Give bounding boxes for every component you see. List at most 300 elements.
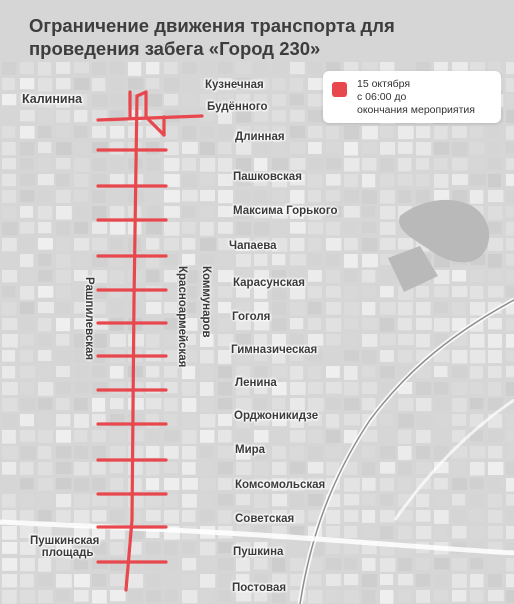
city-block bbox=[434, 366, 448, 377]
city-block bbox=[290, 366, 303, 380]
city-block bbox=[110, 286, 124, 298]
city-block bbox=[380, 190, 395, 203]
city-block bbox=[128, 430, 144, 441]
city-block bbox=[434, 174, 448, 188]
city-block bbox=[56, 126, 69, 137]
city-block bbox=[488, 270, 503, 281]
city-block bbox=[2, 558, 17, 571]
city-block bbox=[20, 110, 35, 121]
city-block bbox=[182, 494, 197, 508]
city-block bbox=[434, 398, 449, 409]
city-block bbox=[506, 62, 514, 74]
city-block bbox=[290, 238, 304, 251]
city-block bbox=[92, 190, 106, 203]
city-block bbox=[470, 286, 483, 299]
city-block bbox=[146, 462, 159, 476]
city-block bbox=[326, 174, 341, 186]
city-block bbox=[470, 142, 484, 154]
city-block bbox=[434, 302, 448, 313]
city-block bbox=[326, 238, 341, 251]
city-block bbox=[416, 462, 432, 474]
city-block bbox=[182, 94, 196, 107]
city-block bbox=[344, 158, 360, 171]
city-block bbox=[92, 462, 106, 475]
city-block bbox=[20, 590, 35, 603]
city-block bbox=[488, 590, 504, 601]
city-block bbox=[290, 158, 305, 170]
city-block bbox=[344, 478, 360, 492]
city-block bbox=[506, 574, 514, 587]
city-block bbox=[236, 142, 251, 155]
city-block bbox=[452, 462, 466, 474]
city-block bbox=[110, 574, 124, 586]
city-block bbox=[2, 478, 18, 490]
city-block bbox=[128, 78, 143, 90]
city-block bbox=[200, 462, 215, 476]
city-block bbox=[470, 590, 484, 602]
city-block bbox=[110, 142, 124, 155]
city-block bbox=[218, 350, 231, 364]
city-block bbox=[452, 510, 466, 524]
city-block bbox=[308, 270, 322, 282]
city-block bbox=[506, 222, 514, 236]
city-block bbox=[20, 126, 35, 139]
city-block bbox=[362, 190, 377, 204]
city-block bbox=[20, 254, 33, 267]
city-block bbox=[326, 558, 342, 570]
city-block bbox=[128, 462, 143, 475]
city-block bbox=[200, 174, 215, 185]
city-block bbox=[380, 510, 395, 522]
city-block bbox=[344, 590, 359, 603]
city-block bbox=[128, 590, 143, 603]
city-block bbox=[2, 222, 18, 235]
city-block bbox=[434, 590, 448, 601]
street-label-kalinina: Калинина bbox=[22, 92, 83, 106]
city-block bbox=[38, 286, 53, 298]
city-block bbox=[506, 174, 514, 186]
city-block bbox=[146, 574, 161, 587]
city-block bbox=[380, 462, 395, 474]
city-block bbox=[164, 94, 178, 106]
city-block bbox=[398, 174, 413, 186]
city-block bbox=[56, 510, 71, 522]
street-label-kuznechnaya: Кузнечная bbox=[205, 79, 264, 91]
city-block bbox=[344, 318, 359, 329]
city-block bbox=[452, 350, 467, 363]
city-block bbox=[488, 366, 502, 378]
city-block bbox=[164, 366, 177, 378]
city-block bbox=[38, 270, 52, 282]
city-block bbox=[398, 190, 411, 203]
city-block bbox=[308, 286, 322, 298]
city-block bbox=[2, 174, 16, 186]
city-block bbox=[506, 350, 514, 361]
map-title bbox=[29, 14, 449, 60]
city-block bbox=[506, 478, 514, 492]
city-block bbox=[110, 590, 126, 601]
city-block bbox=[470, 462, 485, 475]
city-block bbox=[110, 430, 125, 442]
city-block bbox=[182, 382, 196, 396]
city-block bbox=[56, 574, 72, 588]
city-block bbox=[308, 430, 323, 443]
city-block bbox=[488, 190, 503, 202]
city-block bbox=[254, 190, 267, 204]
city-block bbox=[110, 510, 126, 523]
city-block bbox=[398, 318, 412, 330]
city-block bbox=[20, 286, 34, 300]
city-block bbox=[254, 142, 270, 156]
city-block bbox=[290, 382, 306, 395]
city-block bbox=[38, 590, 53, 603]
city-block bbox=[470, 398, 484, 409]
city-block bbox=[416, 446, 430, 459]
city-block bbox=[362, 510, 375, 523]
city-block bbox=[290, 302, 306, 316]
city-block bbox=[56, 254, 71, 268]
city-block bbox=[146, 366, 159, 377]
city-block bbox=[488, 382, 501, 396]
city-block bbox=[218, 398, 232, 409]
city-block bbox=[470, 174, 486, 186]
city-block bbox=[2, 190, 16, 203]
city-block bbox=[56, 430, 71, 443]
city-block bbox=[56, 494, 71, 507]
city-block bbox=[218, 382, 232, 395]
city-block bbox=[128, 510, 142, 524]
city-block bbox=[290, 190, 305, 204]
city-block bbox=[416, 174, 430, 186]
city-block bbox=[506, 286, 514, 297]
city-block bbox=[56, 190, 71, 203]
street-label-karasunskaya: Карасунская bbox=[233, 277, 305, 289]
city-block bbox=[146, 190, 160, 203]
city-block bbox=[290, 110, 305, 122]
city-block bbox=[398, 430, 411, 444]
city-block bbox=[56, 446, 71, 458]
city-block bbox=[20, 462, 34, 475]
city-block bbox=[74, 254, 87, 267]
city-block bbox=[272, 318, 286, 331]
city-block bbox=[38, 446, 51, 459]
city-block bbox=[362, 142, 377, 154]
city-block bbox=[56, 174, 69, 186]
city-block bbox=[146, 62, 159, 74]
city-block bbox=[164, 542, 178, 556]
city-block bbox=[2, 462, 16, 475]
city-block bbox=[452, 158, 468, 171]
city-block bbox=[326, 286, 341, 298]
city-block bbox=[218, 142, 231, 154]
city-block bbox=[182, 446, 196, 459]
city-block bbox=[344, 494, 359, 505]
city-block bbox=[380, 238, 395, 250]
city-block bbox=[218, 366, 232, 378]
city-block bbox=[56, 206, 72, 220]
city-block bbox=[200, 350, 214, 363]
city-block bbox=[56, 238, 70, 252]
city-block bbox=[488, 574, 502, 587]
city-block bbox=[362, 366, 375, 378]
city-block bbox=[236, 558, 250, 571]
city-block bbox=[452, 382, 467, 395]
city-block bbox=[272, 78, 285, 90]
city-block bbox=[470, 574, 484, 587]
city-block bbox=[470, 526, 485, 538]
city-block bbox=[164, 398, 177, 411]
city-block bbox=[398, 526, 412, 539]
city-block bbox=[200, 574, 215, 588]
city-block bbox=[74, 478, 89, 492]
city-block bbox=[380, 302, 396, 315]
city-block bbox=[488, 318, 502, 329]
city-block bbox=[506, 254, 514, 265]
city-block bbox=[74, 398, 88, 411]
city-block bbox=[2, 526, 17, 540]
city-block bbox=[56, 142, 72, 155]
city-block bbox=[506, 318, 514, 331]
city-block bbox=[20, 142, 34, 156]
legend-until: окончания мероприятия bbox=[357, 104, 475, 116]
city-block bbox=[92, 62, 106, 75]
city-block bbox=[164, 158, 179, 171]
city-block bbox=[92, 382, 107, 395]
city-block bbox=[236, 190, 250, 203]
city-block bbox=[272, 462, 287, 475]
city-block bbox=[20, 510, 34, 521]
city-block bbox=[416, 414, 431, 427]
city-block bbox=[434, 270, 449, 284]
city-block bbox=[146, 494, 161, 507]
city-block bbox=[362, 238, 377, 252]
city-block bbox=[2, 254, 16, 267]
city-block bbox=[92, 174, 108, 186]
city-block bbox=[398, 446, 412, 460]
city-block bbox=[380, 334, 396, 345]
city-block bbox=[20, 78, 34, 89]
city-block bbox=[362, 382, 377, 394]
city-block bbox=[326, 126, 339, 139]
city-block bbox=[470, 270, 484, 282]
city-block bbox=[236, 430, 249, 444]
city-block bbox=[92, 446, 106, 459]
city-block bbox=[200, 398, 213, 412]
city-block bbox=[362, 206, 375, 217]
city-block bbox=[434, 414, 449, 426]
city-block bbox=[146, 286, 162, 300]
legend-date: 15 октября bbox=[357, 78, 411, 90]
city-block bbox=[326, 430, 340, 443]
city-block bbox=[38, 366, 51, 379]
street-label-mira: Мира bbox=[235, 444, 266, 456]
city-block bbox=[164, 510, 179, 523]
city-block bbox=[92, 94, 108, 107]
city-block bbox=[20, 430, 35, 442]
city-block bbox=[308, 110, 323, 122]
city-block bbox=[218, 510, 232, 524]
city-block bbox=[2, 446, 18, 459]
city-block bbox=[2, 414, 17, 428]
city-block bbox=[470, 494, 485, 506]
city-block bbox=[362, 334, 377, 347]
city-block bbox=[200, 414, 215, 427]
city-block bbox=[146, 590, 162, 602]
city-block bbox=[164, 222, 180, 236]
city-block bbox=[92, 590, 107, 603]
city-block bbox=[416, 558, 430, 570]
city-block bbox=[74, 494, 90, 508]
legend-swatch bbox=[332, 82, 347, 97]
street-label-chapaeva: Чапаева bbox=[229, 240, 277, 252]
city-block bbox=[128, 398, 144, 410]
city-block bbox=[380, 206, 395, 219]
city-block bbox=[2, 142, 16, 155]
city-block bbox=[308, 446, 323, 460]
street-label-ordzhonikidze: Орджоникидзе bbox=[234, 410, 319, 422]
city-block bbox=[344, 254, 358, 268]
city-block bbox=[38, 62, 51, 76]
city-block bbox=[272, 446, 286, 459]
city-block bbox=[218, 158, 232, 172]
city-block bbox=[146, 302, 161, 314]
city-block bbox=[236, 462, 252, 475]
city-block bbox=[452, 398, 467, 412]
city-block bbox=[182, 222, 195, 234]
city-block bbox=[200, 254, 215, 266]
city-block bbox=[452, 174, 468, 185]
city-block bbox=[38, 142, 51, 153]
city-block bbox=[74, 430, 87, 442]
city-block bbox=[452, 526, 467, 539]
city-block bbox=[92, 398, 105, 412]
city-block bbox=[308, 254, 322, 265]
city-block bbox=[398, 142, 413, 154]
city-block bbox=[164, 62, 178, 74]
city-block bbox=[362, 558, 375, 571]
city-block bbox=[344, 142, 358, 155]
city-block bbox=[218, 590, 231, 602]
city-block bbox=[146, 542, 161, 554]
city-block bbox=[506, 430, 514, 442]
city-block bbox=[434, 430, 449, 443]
city-block bbox=[2, 318, 17, 330]
city-block bbox=[452, 494, 465, 505]
city-block bbox=[2, 574, 17, 587]
city-block bbox=[488, 430, 504, 442]
city-block bbox=[380, 222, 395, 235]
city-block bbox=[74, 238, 89, 251]
city-block bbox=[110, 334, 126, 347]
city-block bbox=[182, 238, 195, 250]
city-block bbox=[344, 334, 358, 345]
city-block bbox=[200, 206, 215, 217]
city-block bbox=[488, 174, 501, 187]
city-block bbox=[272, 494, 287, 506]
city-block bbox=[362, 590, 376, 604]
city-block bbox=[470, 382, 483, 394]
city-block bbox=[362, 446, 375, 458]
city-block bbox=[146, 206, 161, 219]
city-block bbox=[470, 350, 485, 363]
city-block bbox=[308, 238, 321, 251]
city-block bbox=[2, 302, 16, 315]
city-block bbox=[434, 142, 449, 155]
city-block bbox=[110, 366, 124, 379]
city-block bbox=[200, 126, 214, 138]
city-block bbox=[20, 398, 36, 411]
city-block bbox=[488, 334, 502, 348]
city-block bbox=[2, 542, 17, 554]
city-block bbox=[38, 558, 51, 572]
city-block bbox=[308, 190, 321, 202]
city-block bbox=[92, 574, 106, 586]
city-block bbox=[164, 190, 180, 202]
city-block bbox=[416, 190, 430, 203]
city-block bbox=[344, 126, 359, 139]
city-block bbox=[182, 478, 198, 490]
city-block bbox=[74, 558, 88, 569]
city-block bbox=[434, 558, 450, 569]
city-block bbox=[506, 126, 514, 140]
city-block bbox=[110, 462, 123, 473]
city-block bbox=[308, 78, 323, 90]
city-block bbox=[164, 462, 178, 473]
city-block bbox=[416, 574, 430, 587]
city-block bbox=[488, 446, 502, 458]
city-block bbox=[56, 398, 69, 410]
city-block bbox=[290, 126, 305, 138]
city-block bbox=[182, 62, 197, 74]
city-block bbox=[362, 494, 375, 505]
city-block bbox=[218, 494, 233, 505]
city-block bbox=[164, 126, 178, 139]
city-block bbox=[218, 558, 234, 571]
city-block bbox=[398, 238, 413, 250]
city-block bbox=[326, 382, 342, 394]
city-block bbox=[92, 158, 107, 171]
city-block bbox=[290, 398, 305, 410]
city-block bbox=[434, 382, 448, 395]
city-block bbox=[326, 350, 340, 362]
city-block bbox=[218, 174, 233, 186]
city-block bbox=[308, 302, 322, 314]
city-block bbox=[38, 158, 51, 171]
city-block bbox=[20, 174, 36, 186]
city-block bbox=[362, 574, 377, 587]
city-block bbox=[182, 574, 197, 587]
city-block bbox=[218, 302, 231, 313]
city-block bbox=[488, 462, 503, 475]
city-block bbox=[110, 206, 124, 220]
city-block bbox=[416, 142, 431, 156]
city-block bbox=[290, 494, 304, 507]
city-block bbox=[38, 190, 53, 202]
city-block bbox=[506, 366, 514, 377]
city-block bbox=[38, 254, 51, 266]
city-block bbox=[20, 478, 34, 489]
city-block bbox=[200, 446, 213, 458]
city-block bbox=[344, 222, 357, 236]
city-block bbox=[326, 190, 340, 201]
city-block bbox=[380, 350, 394, 362]
city-block bbox=[74, 222, 88, 234]
city-block bbox=[56, 222, 70, 236]
city-block bbox=[182, 174, 197, 188]
city-block bbox=[470, 126, 483, 138]
city-block bbox=[74, 78, 90, 90]
city-block bbox=[146, 478, 159, 490]
